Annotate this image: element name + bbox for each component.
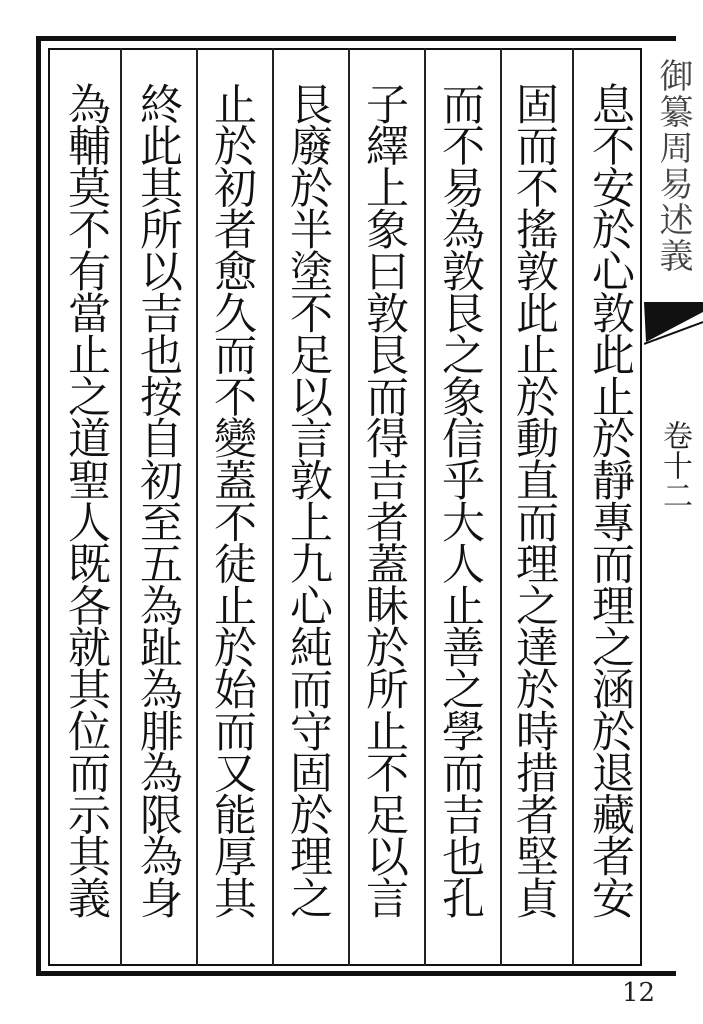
- fishtail-mark: [644, 302, 703, 346]
- column-rule: [424, 48, 426, 966]
- margin-book-title: 御纂周易述義: [653, 58, 693, 274]
- column-rule: [120, 48, 122, 966]
- text-column-7: 終此其所以吉也按自初至五為趾為腓為限為身: [133, 82, 183, 919]
- column-rule: [196, 48, 198, 966]
- column-rule: [500, 48, 502, 966]
- text-column-5: 艮廢於半塗不足以言敦上九心純而守固於理之: [283, 82, 333, 919]
- text-column-1: 息不安於心敦此止於靜專而理之涵於退藏者安: [585, 82, 635, 919]
- text-column-6: 止於初者愈久而不變蓋不徒止於始而又能厚其: [207, 82, 257, 919]
- text-column-3: 而不易為敦艮之象信乎大人止善之學而吉也孔: [435, 82, 485, 919]
- text-column-2: 固而不搖敦此止於動直而理之達於時措者堅貞: [509, 82, 559, 919]
- text-column-8: 為輔莫不有當止之道聖人既各就其位而示其義: [61, 82, 111, 919]
- margin-chapter-label: 卷十二: [657, 420, 692, 510]
- page-number: 12: [622, 978, 656, 1008]
- column-rule: [272, 48, 274, 966]
- column-rule: [572, 48, 574, 966]
- column-rule: [348, 48, 350, 966]
- text-column-4: 子繹上象曰敦艮而得吉者蓋眛於所止不足以言: [359, 82, 409, 919]
